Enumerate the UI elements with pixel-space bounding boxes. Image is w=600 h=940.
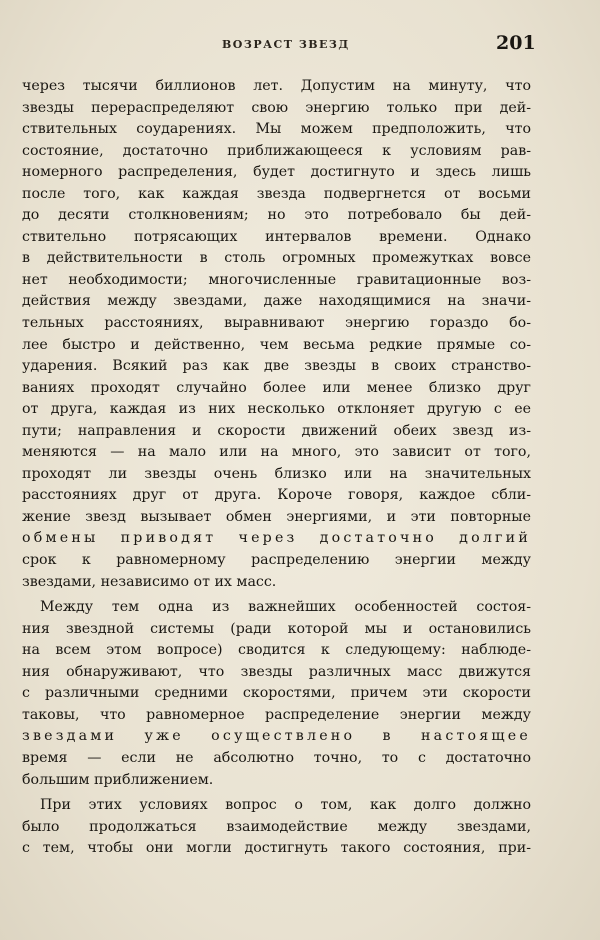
- text-line: до десяти столкновениям; но это потребовало бы дей-: [22, 207, 531, 224]
- text-line: состояние, достаточно приближающееся к условиям рав-: [22, 142, 531, 159]
- paragraph-1: [22, 76, 531, 593]
- text-line-emphasized: обмены приводят через достаточно долгий: [22, 530, 531, 547]
- text-line: жение звезд вызывает обмен энергиями, и эти повторные: [22, 508, 531, 525]
- text-line: с различными средними скоростями, причем эти скорости: [22, 685, 531, 702]
- text-line: через тысячи биллионов лет. Допустим на минуту, что: [22, 78, 531, 94]
- text-line: большим приближением.: [22, 771, 214, 788]
- paragraph-2: [22, 597, 531, 791]
- page-header: [0, 32, 600, 56]
- page-number: 201: [496, 32, 536, 54]
- text-line: на всем этом вопросе) сводится к следующему: наблюде-: [22, 642, 531, 659]
- body-text: [22, 76, 531, 860]
- text-line: срок к равномерному распределению энергии между: [22, 552, 531, 569]
- text-line: ствительно потрясающих интервалов времени. Однако: [22, 228, 531, 245]
- text-line: таковы, что равномерное распределение энергии между: [22, 706, 531, 723]
- text-line: с тем, чтобы они могли достигнуть такого состояния, при-: [22, 840, 531, 857]
- paragraph-3: [22, 795, 531, 860]
- text-line: При этих условиях вопрос о том, как долго должно: [40, 797, 531, 814]
- text-line: ния звездной системы (ради которой мы и остановились: [22, 620, 531, 637]
- text-line: в действительности в столь огромных промежутках вовсе: [22, 250, 531, 267]
- text-line: Между тем одна из важнейших особенностей состоя-: [40, 599, 531, 616]
- text-line: меняются — на мало или на много, это зависит от того,: [22, 444, 531, 461]
- running-head: ВОЗРАСТ ЗВЕЗД: [222, 38, 350, 51]
- text-line: действия между звездами, даже находящимися на значи-: [22, 293, 531, 310]
- text-line: звезды перераспределяют свою энергию только при дей-: [22, 99, 531, 116]
- text-line: звездами, независимо от их масс.: [22, 573, 277, 590]
- text-line: расстояниях друг от друга. Короче говоря, каждое сбли-: [22, 487, 531, 504]
- text-line: номерного распределения, будет достигнуто и здесь лишь: [22, 164, 531, 181]
- text-line: пути; направления и скорости движений обеих звезд из-: [22, 422, 531, 439]
- text-line: ваниях проходят случайно более или менее близко друг: [22, 379, 531, 396]
- text-line: время — если не абсолютно точно, то с достаточно: [22, 749, 531, 766]
- text-line: после того, как каждая звезда подвергнется от восьми: [22, 185, 531, 202]
- text-line-emphasized: звездами уже осуществлено в настоящее: [22, 728, 531, 745]
- text-line: тельных расстояниях, выравнивают энергию гораздо бо-: [22, 315, 531, 332]
- text-line: ния обнаруживают, что звезды различных масс движутся: [22, 663, 531, 680]
- text-line: от друга, каждая из них несколько отклоняет другую с ее: [22, 401, 531, 418]
- text-line: ударения. Всякий раз как две звезды в своих странство-: [22, 358, 531, 375]
- text-line: проходят ли звезды очень близко или на значительных: [22, 465, 531, 482]
- text-line: лее быстро и действенно, чем весьма редкие прямые со-: [22, 336, 531, 353]
- text-line: нет необходимости; многочисленные гравитационные воз-: [22, 271, 531, 288]
- text-line: ствительных соударениях. Мы можем предположить, что: [22, 121, 531, 138]
- text-line: было продолжаться взаимодействие между звездами,: [22, 818, 531, 835]
